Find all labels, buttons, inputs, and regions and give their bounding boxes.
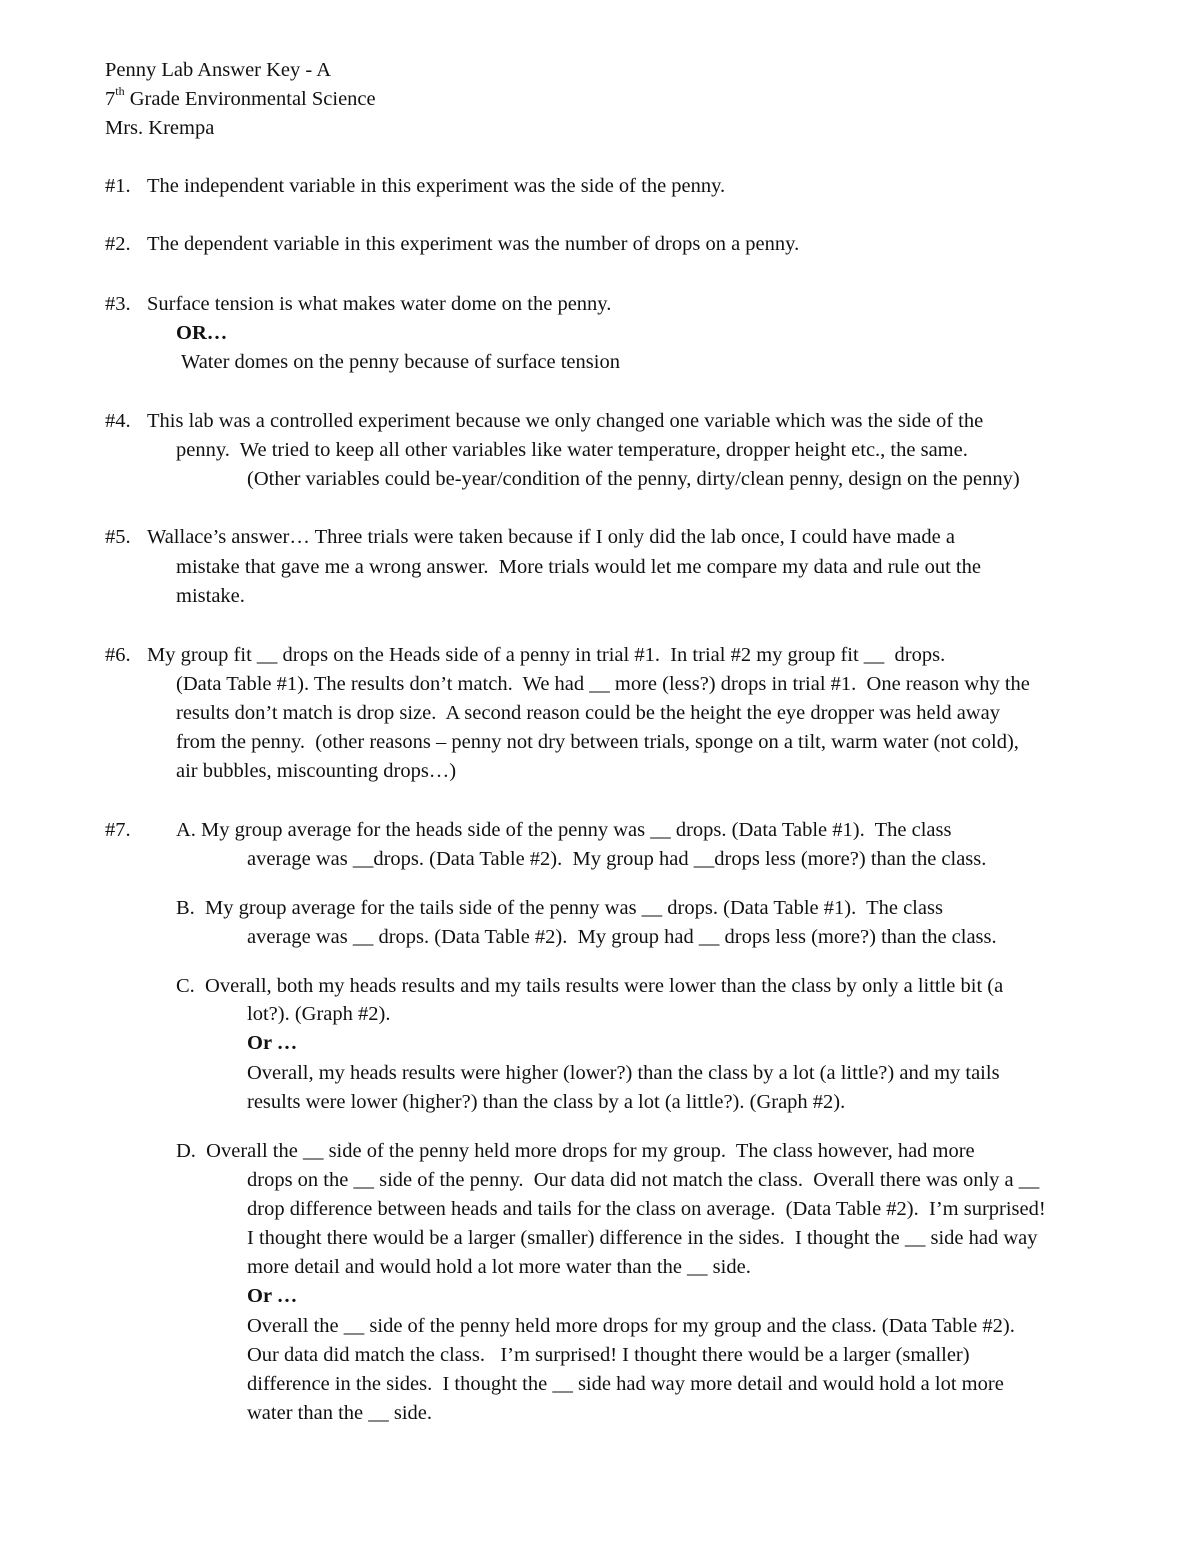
q7d-line: I thought there would be a larger (smaller) difference in the sides. I thought the __ side had way	[247, 1227, 1038, 1249]
q7c-alt-line: results were lower (higher?) than the class by a lot (a little?). (Graph #2).	[247, 1091, 846, 1113]
q7d-or-label: Or …	[247, 1285, 298, 1307]
q6-line: My group fit __ drops on the Heads side of a penny in trial #1. In trial #2 my group fit __ drops.	[147, 644, 946, 666]
q7c-alt-line: Overall, my heads results were higher (lower?) than the class by a lot (a little?) and my tails	[247, 1062, 1000, 1084]
q6-number: #6.	[105, 644, 131, 666]
course-name	[105, 85, 376, 115]
q6-line: (Data Table #1). The results don’t match. We had __ more (less?) drops in trial #1. One reason why the	[176, 673, 1030, 695]
q4-line: This lab was a controlled experiment because we only changed one variable which was the side of the	[147, 410, 984, 432]
q7d-alt-line: water than the __ side.	[247, 1402, 433, 1424]
q2-answer: The dependent variable in this experiment was the number of drops on a penny.	[147, 233, 800, 255]
q7c-line: lot?). (Graph #2).	[247, 1003, 391, 1025]
grade-ordinal: th	[115, 84, 125, 99]
q3-or-label: OR…	[176, 322, 228, 344]
q5-number: #5.	[105, 526, 131, 548]
q7c-or-label: Or …	[247, 1032, 298, 1054]
q1-answer: The independent variable in this experiment was the side of the penny.	[147, 175, 726, 197]
q6-line: from the penny. (other reasons – penny not dry between trials, sponge on a tilt, warm water (not cold),	[176, 731, 1019, 753]
q7d-line: D. Overall the __ side of the penny held more drops for my group. The class however, had more	[176, 1140, 975, 1162]
q7b-line: average was __ drops. (Data Table #2). My group had __ drops less (more?) than the class.	[247, 926, 997, 948]
q5-line: mistake that gave me a wrong answer. More trials would let me compare my data and rule out the	[176, 556, 981, 578]
q7a-line: A. My group average for the heads side of the penny was __ drops. (Data Table #1). The class	[176, 819, 952, 841]
q3-alt-answer: Water domes on the penny because of surface tension	[181, 351, 620, 373]
q3-answer: Surface tension is what makes water dome on the penny.	[147, 293, 612, 315]
q7d-line: drop difference between heads and tails for the class on average. (Data Table #2). I’m surprised!	[247, 1198, 1046, 1220]
q7d-line: drops on the __ side of the penny. Our data did not match the class. Overall there was only a __	[247, 1169, 1040, 1191]
q7d-line: more detail and would hold a lot more water than the __ side.	[247, 1256, 751, 1278]
q7-number: #7.	[105, 819, 131, 841]
course-label: Grade Environmental Science	[124, 88, 376, 110]
document-title: Penny Lab Answer Key - A	[105, 59, 332, 81]
q4-number: #4.	[105, 410, 131, 432]
q6-line: results don’t match is drop size. A second reason could be the height the eye dropper was held away	[176, 702, 1000, 724]
q4-line: (Other variables could be-year/condition of the penny, dirty/clean penny, design on the penny)	[247, 468, 1020, 490]
q3-number: #3.	[105, 293, 131, 315]
grade-number: 7	[105, 88, 116, 110]
q5-line: mistake.	[176, 585, 245, 607]
q6-line: air bubbles, miscounting drops…)	[176, 760, 457, 782]
q4-line: penny. We tried to keep all other variables like water temperature, dropper height etc., the same.	[176, 439, 968, 461]
q7b-line: B. My group average for the tails side of the penny was __ drops. (Data Table #1). The class	[176, 897, 943, 919]
q7d-alt-line: Our data did match the class. I’m surprised! I thought there would be a larger (smaller)	[247, 1344, 970, 1366]
q2-number: #2.	[105, 233, 131, 255]
q7a-line: average was __drops. (Data Table #2). My group had __drops less (more?) than the class.	[247, 848, 987, 870]
q7c-line: C. Overall, both my heads results and my tails results were lower than the class by only a little bit (a	[176, 975, 1004, 997]
teacher-name: Mrs. Krempa	[105, 117, 215, 139]
q1-number: #1.	[105, 175, 131, 197]
q5-line: Wallace’s answer… Three trials were taken because if I only did the lab once, I could have made a	[147, 526, 955, 548]
q7d-alt-line: Overall the __ side of the penny held more drops for my group and the class. (Data Table #2).	[247, 1315, 1015, 1337]
q7d-alt-line: difference in the sides. I thought the __ side had way more detail and would hold a lot more	[247, 1373, 1004, 1395]
